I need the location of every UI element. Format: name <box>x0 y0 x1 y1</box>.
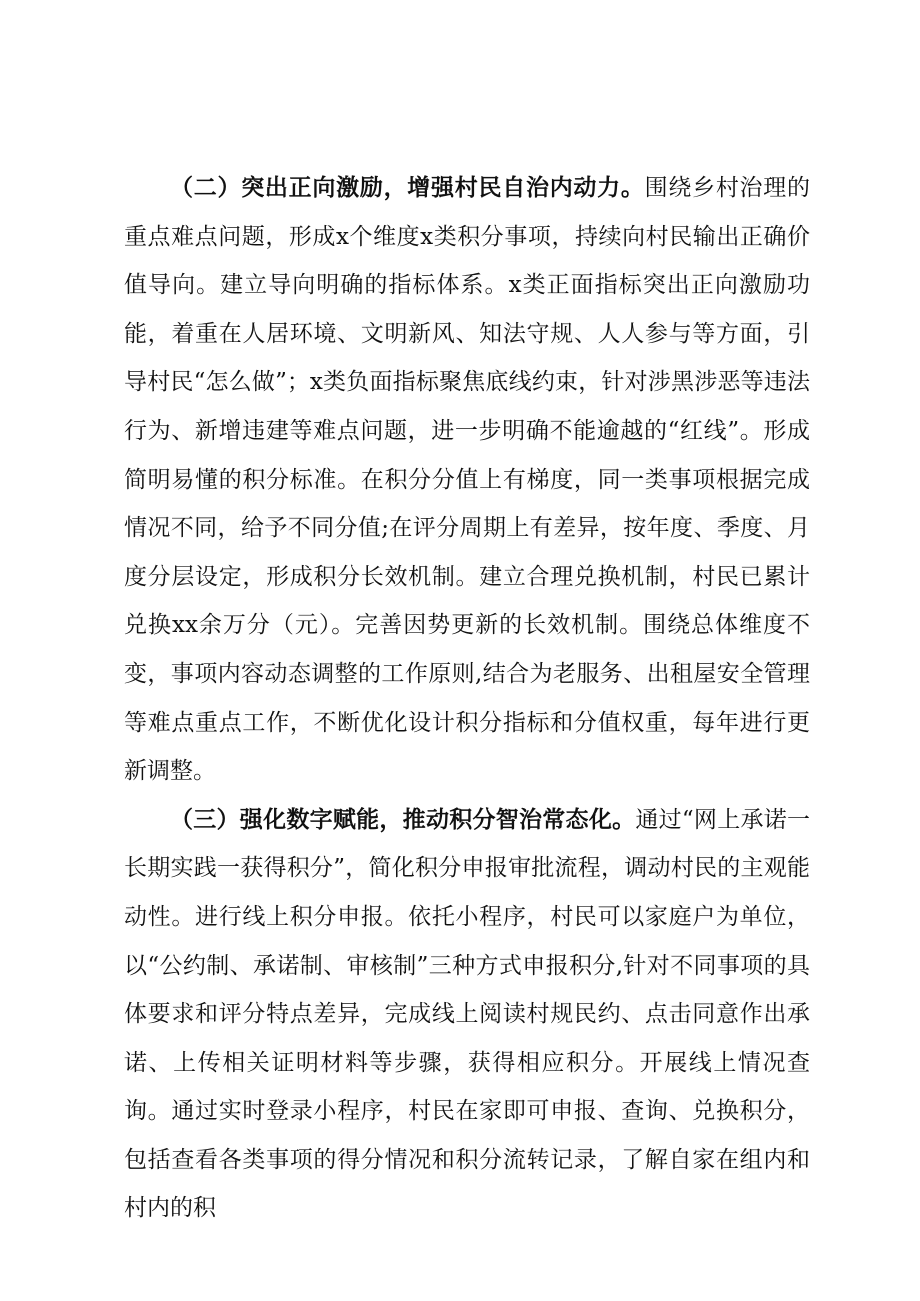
section-body-2: 围绕乡村治理的重点难点问题，形成x个维度x类积分事项，持续向村民输出正确价值导向。建立导向明确的指标体系。x类正面指标突出正向激励功能，着重在人居环境、文明新风、知法守规、人人参与等方面，引导村民“怎么做”；x类负面指标聚焦底线约束，针对涉黑涉恶等违法行为、新增违建等难点问题，进一步明确不能逾越的“红线”。形成简明易懂的积分标准。在积分分值上有梯度，同一类事项根据完成情况不同，给予不同分值;在评分周期上有差异，按年度、季度、月度分层设定，形成积分长效机制。建立合理兑换机制，村民已累计兑换xx余万分（元）。完善因势更新的长效机制。围绕总体维度不变，事项内容动态调整的工作原则,结合为老服务、出租屋安全管理等难点重点工作，不断优化设计积分指标和分值权重，每年进行更新调整。 <box>124 175 811 785</box>
section-paragraph-2 <box>124 164 810 796</box>
section-heading-3: （三）强化数字赋能，推动积分智治常态化。 <box>170 806 636 833</box>
section-heading-2: （二）突出正向激励，增强村民自治内动力。 <box>170 175 645 201</box>
document-page <box>124 164 810 1233</box>
section-body-3: 通过“网上承诺一长期实践一获得积分”，简化积分申报审批流程，调动村民的主观能动性。进行线上积分申报。依托小程序，村民可以家庭户为单位，以“公约制、承诺制、审核制”三种方式申报积分,针对不同事项的具体要求和评分特点差异，完成线上阅读村规民约、点击同意作出承诺、上传相关证明材料等步骤，获得相应积分。开展线上情况查询。通过实时登录小程序，村民在家即可申报、查询、兑换积分，包括查看各类事项的得分情况和积分流转记录，了解自家在组内和村内的积 <box>124 806 810 1222</box>
section-paragraph-3 <box>124 796 810 1233</box>
